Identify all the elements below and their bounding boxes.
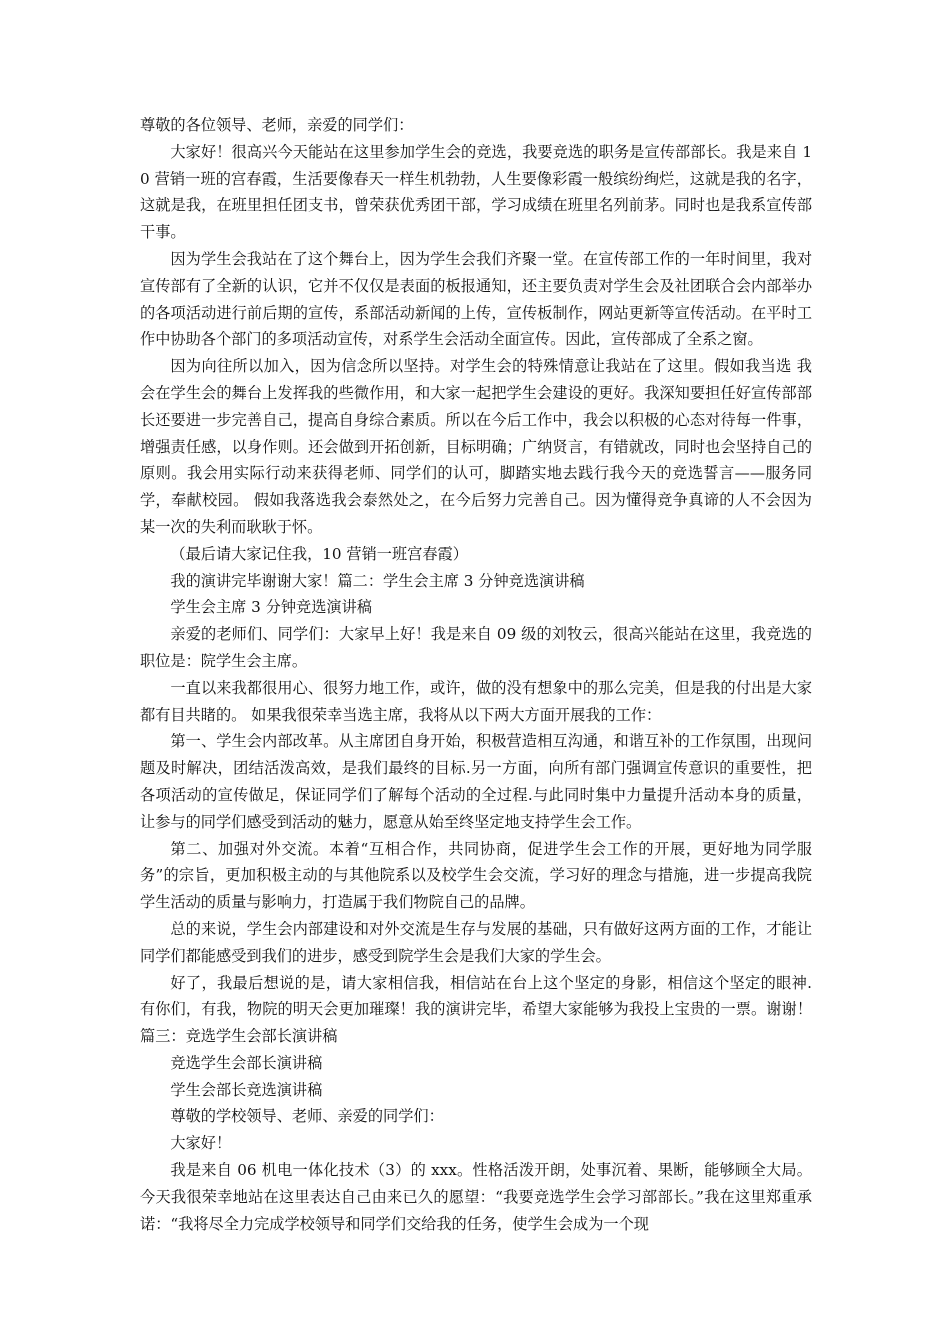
paragraph-propaganda-work: 因为学生会我站在了这个舞台上，因为学生会我们齐聚一堂。在宣传部工作的一年时间里，我对宣传部有了全新的认识，它并不仅仅是表面的板报通知，还主要负责对学生会及社团联合会内部举办的各项活动进行前后期的宣传，系部活动新闻的上传，宣传板制作，网站更新等宣传活动。在平时工作中协助各个部门的多项活动宣传，对系学生会活动全面宣传。因此，宣传部成了全系之窗。 [140, 249, 812, 349]
paragraph-end-and-section-two: 我的演讲完毕谢谢大家！篇二：学生会主席 3 分钟竞选演讲稿 [170, 571, 585, 590]
paragraph-intro: 大家好！很高兴今天能站在这里参加学生会的竞选，我要竞选的职务是宣传部部长。我是来自 10 营销一班的宫春霞，生活要像春天一样生机勃勃，人生要像彩霞一般缤纷绚烂，这就是我的名字，这就是我，在班里担任团支书，曾荣获优秀团干部，学习成绩在班里名列前茅。同时也是我系宣传部干事。 [140, 142, 812, 242]
paragraph-closing-note: （最后请大家记住我，10 营销一班宫春霞） [170, 544, 468, 563]
paragraph-effort: 一直以来我都很用心、很努力地工作，或许，做的没有想象中的那么完美，但是我的付出是大家都有目共睹的。 如果我很荣幸当选主席，我将从以下两大方面开展我的工作： [140, 678, 812, 724]
document-page [140, 112, 812, 1237]
paragraph-reform: 第一、学生会内部改革。从主席团自身开始，积极营造相互沟通，和谐互补的工作氛围，出现问题及时解决，团结活泼高效，是我们最终的目标.另一方面，向所有部门强调宣传意识的重要性，把各项活动的宣传做足，保证同学们了解每个活动的全过程.与此同时集中力量提升活动本身的质量，让参与的同学们感受到活动的魅力，愿意从始至终坚定地支持学生会工作。 [140, 732, 812, 831]
paragraph-exchange: 第二、加强对外交流。本着“互相合作，共同协商，促进学生会工作的开展，更好地为同学服务”的宗旨，更加积极主动的与其他院系以及校学生会交流，学习好的理念与措施，进一步提高我院学生活动的质量与影响力，打造属于我们物院自己的品牌。 [140, 839, 812, 912]
section-three-subtitle: 学生会部长竞选演讲稿 [170, 1080, 323, 1099]
section-two-title: 学生会主席 3 分钟竞选演讲稿 [170, 598, 372, 617]
paragraph-salutation-three: 尊敬的学校领导、老师、亲爱的同学们： [170, 1107, 444, 1126]
paragraph-summary: 总的来说，学生会内部建设和对外交流是生存与发展的基础，只有做好这两方面的工作，才能让同学们都能感受到我们的进步，感受到院学生会是我们大家的学生会。 [140, 919, 812, 965]
paragraph-self-intro-three: 我是来自 06 机电一体化技术（3）的 xxx。性格活泼开朗，处事沉着、果断，能够顾全大局。今天我很荣幸地站在这里表达自己由来已久的愿望：“我要竞选学生会学习部部长。”我在这里郑重承诺：“我将尽全力完成学校领导和同学们交给我的任务，使学生会成为一个现 [140, 1161, 812, 1233]
paragraph-greeting-two: 亲爱的老师们、同学们：大家早上好！我是来自 09 级的刘牧云，很高兴能站在这里，我竞选的职位是：院学生会主席。 [140, 625, 812, 670]
paragraph-commitment: 因为向往所以加入，因为信念所以坚持。对学生会的特殊情意让我站在了这里。假如我当选 我会在学生会的舞台上发挥我的些微作用，和大家一起把学生会建设的更好。我深知要担任好宣传部部长还要进一步完善自己，提高自身综合素质。所以在今后工作中，我会以积极的心态对待每一件事，增强责任感，以身作则。还会做到开拓创新，目标明确；广纳贤言，有错就改，同时也会坚持自己的原则。我会用实际行动来获得老师、同学们的认可，脚踏实地去践行我今天的竞选誓言——服务同学，奉献校园。 假如我落选我会泰然处之，在今后努力完善自己。因为懂得竞争真谛的人不会因为某一次的失利而耿耿于怀。 [140, 357, 812, 536]
salutation: 尊敬的各位领导、老师，亲爱的同学们： [140, 116, 414, 134]
paragraph-hello: 大家好！ [170, 1134, 232, 1153]
paragraph-final-appeal: 好了，我最后想说的是，请大家相信我，相信站在台上这个坚定的身影，相信这个坚定的眼神.有你们，有我，物院的明天会更加璀璨！我的演讲完毕，希望大家能够为我投上宝贵的一票。谢谢！篇三：竞选学生会部长演讲稿 [140, 973, 812, 1046]
section-three-title: 竞选学生会部长演讲稿 [170, 1053, 323, 1072]
